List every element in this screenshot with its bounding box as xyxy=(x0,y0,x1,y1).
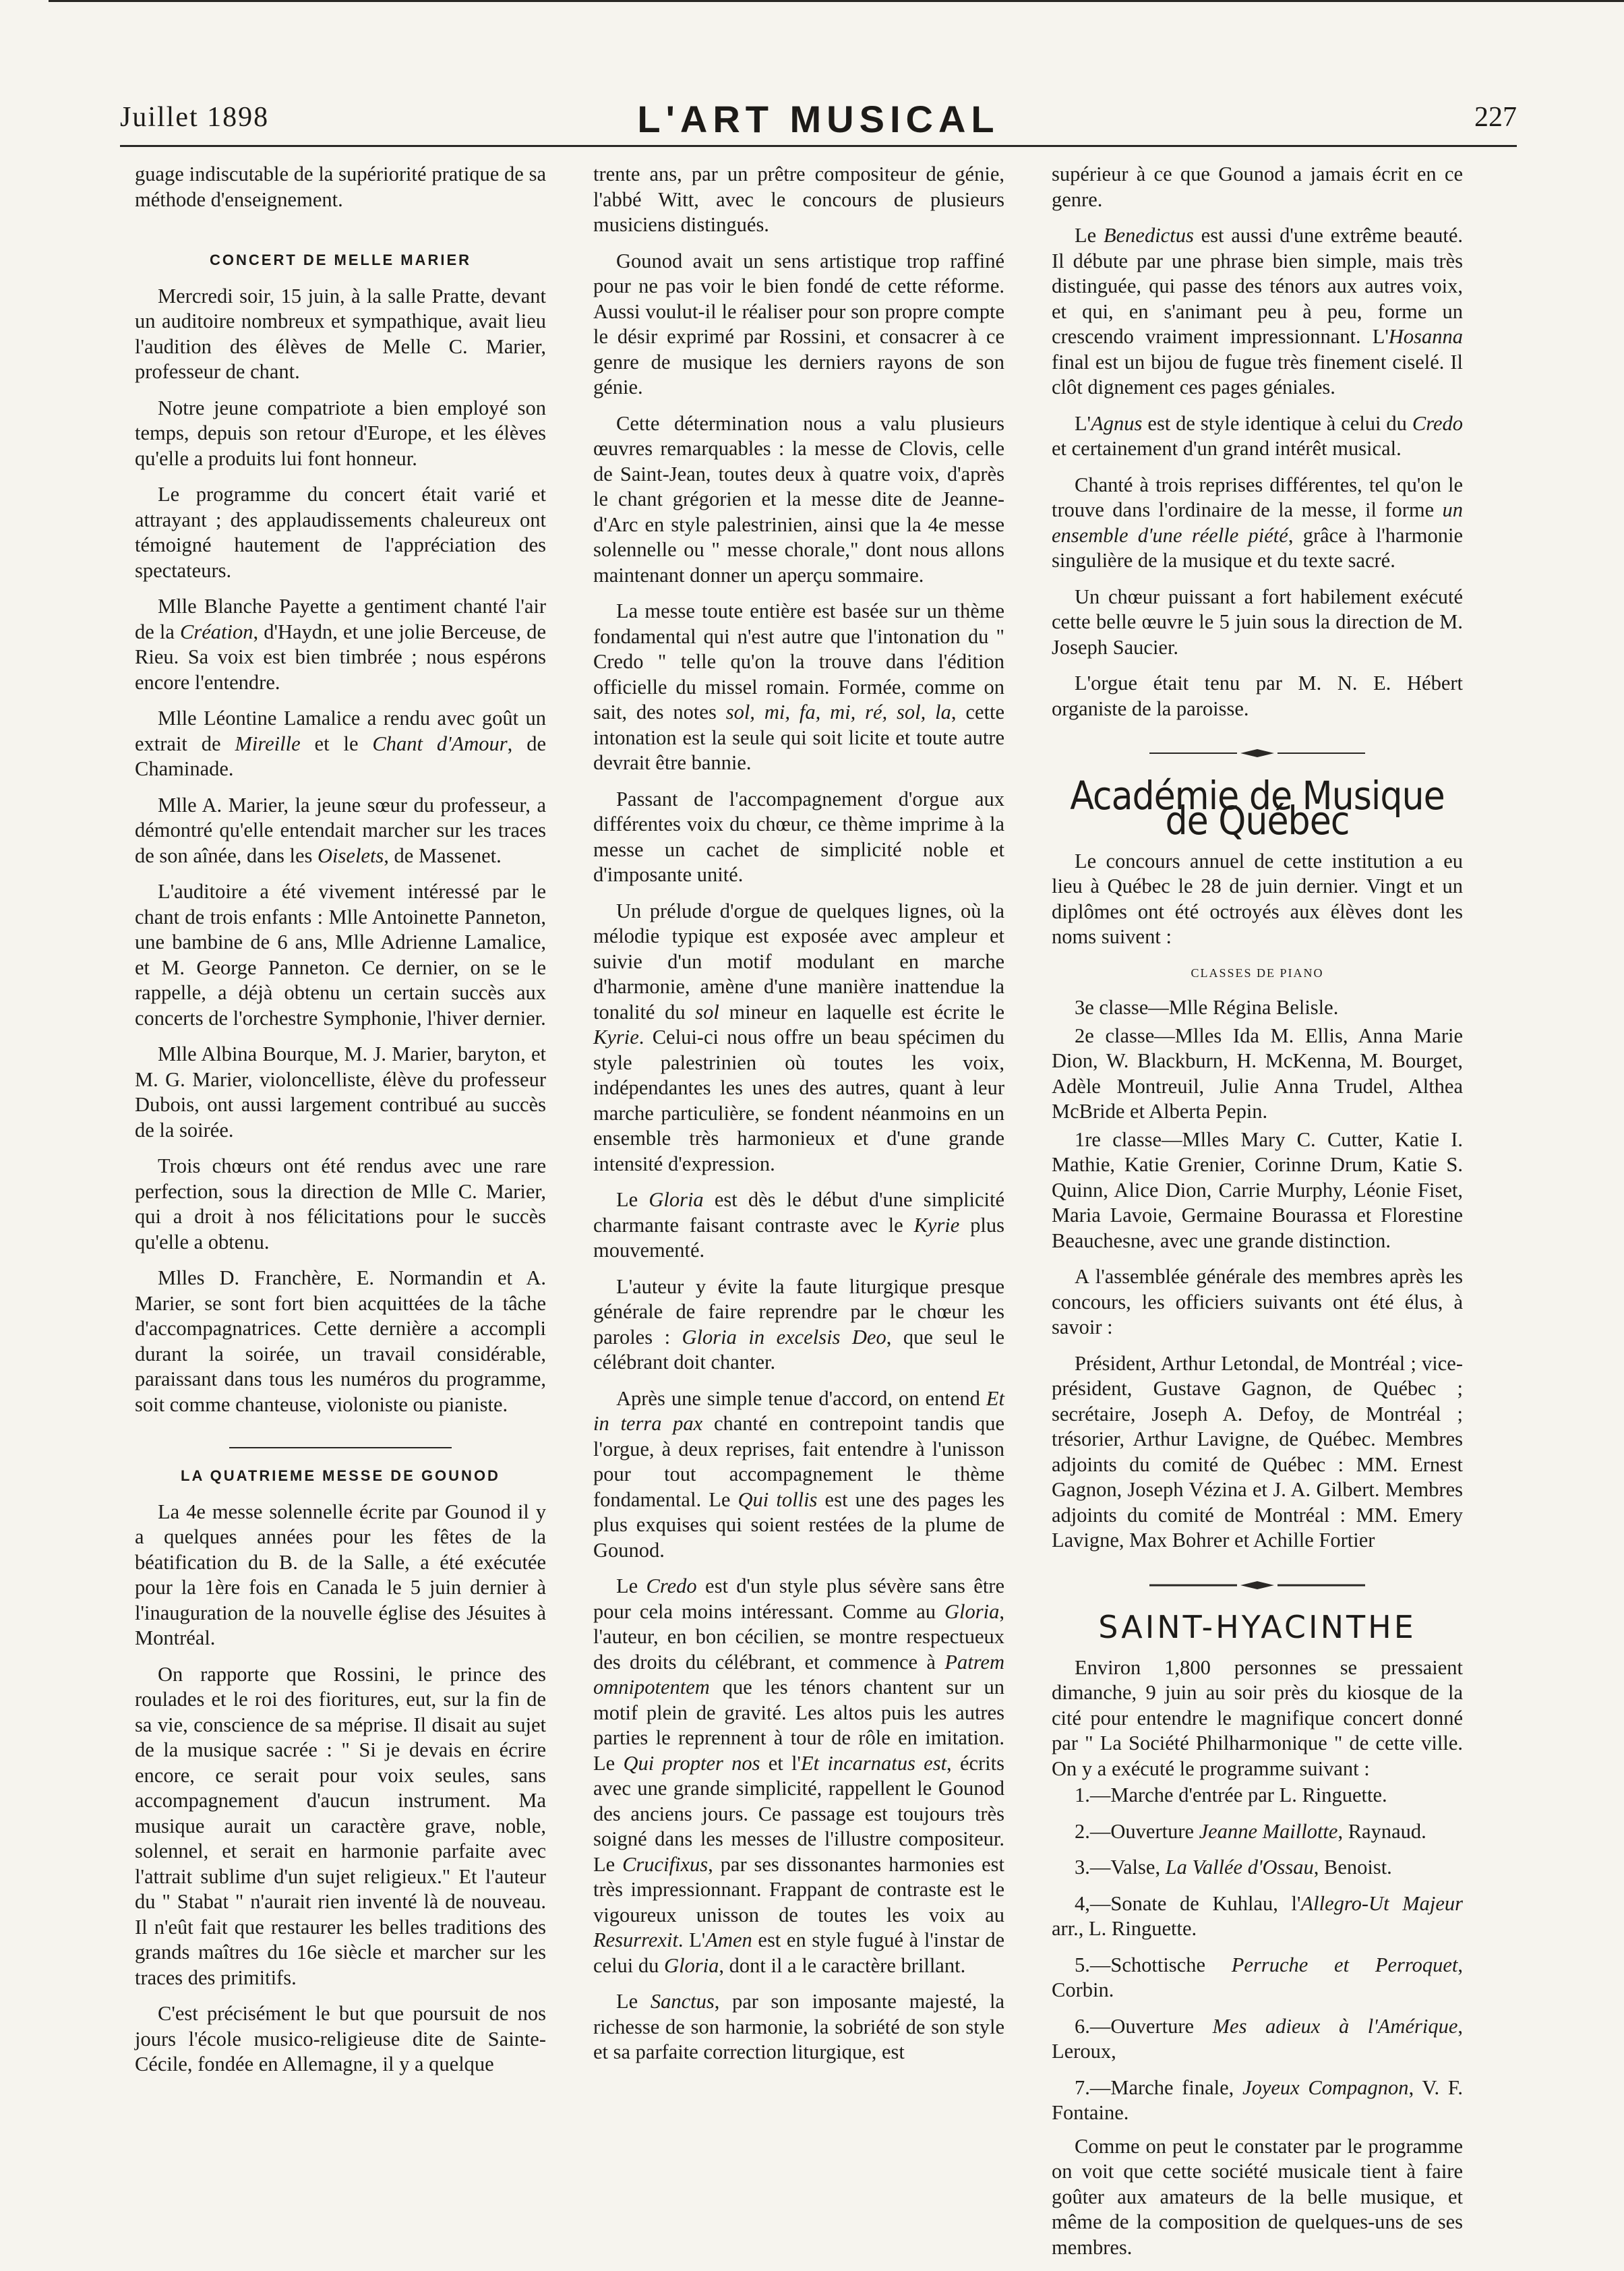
paragraph: Mlle A. Marier, la jeune sœur du professeur, a démontré qu'elle entendait marcher sur les traces de son aînée, dans les Oiselets, de Massenet. xyxy=(135,793,546,867)
paragraph: Après une simple tenue d'accord, on entend Et in terra pax chanté en contrepoint tandis que l'orgue, à deux reprises, fait entendre à l'unisson pour tout accompagnement le thème fondamental. Le Qui tollis est une des pages les plus exquises qui soient restées de la plume de Gounod. xyxy=(593,1386,1005,1562)
paragraph: Mlle Léontine Lamalice a rendu avec goût un extrait de Mireille et le Chant d'Amour, de Chaminade. xyxy=(135,707,546,780)
paragraph: trente ans, par un prêtre compositeur de génie, l'abbé Witt, avec le concours de plusieurs musiciens distingués. xyxy=(593,163,1004,236)
column-2 xyxy=(593,162,1004,2076)
paragraph: Le concours annuel de cette institution a eu lieu à Québec le 28 de juin dernier. Vingt et un diplômes ont été octroyés aux élèves dont les noms suivent : xyxy=(1052,849,1463,948)
header-rule xyxy=(120,145,1517,147)
paragraph: On rapporte que Rossini, le prince des roulades et le roi des fioritures, eut, sur la fin de sa vie, conscience de sa méprise. Il disait au sujet de la musique sacrée : " Si je devais en écrire encore, ce serait pour voix seules, sans accompagnement d'aucun instrument. Ma musique aurait un caractère grave, noble, solennel, et serait en harmonie parfaite avec l'attrait sublime d'un sujet religieux." Et l'auteur du " Stabat " n'aurait rien inventé là de nouveau. Il n'eût fait que restaurer les belles traditions des grands maîtres du 16e siècle et marcher sur les traces des primitifs. xyxy=(135,1662,546,1989)
page-number: 227 xyxy=(1474,102,1517,133)
paragraph: L'orgue était tenu par M. N. E. Hébert organiste de la paroisse. xyxy=(1052,672,1463,720)
paragraph: La messe toute entière est basée sur un thème fondamental qui n'est autre que l'intonation du " Credo " telle qu'on la trouve dans l'édition officielle du missel romain. Formée, comme on sait, des notes sol, mi, fa, mi, ré, sol, la, cette intonation est la seule qui soit licite et toute autre devrait être bannie. xyxy=(593,599,1004,774)
paragraph: L'Agnus est de style identique à celui du Credo et certainement d'un grand intérêt musical. xyxy=(1052,411,1463,460)
section-title-saint-hyacinthe: SAINT-HYACINTHE xyxy=(1098,1609,1416,1645)
issue-date: Juillet 1898 xyxy=(120,102,270,133)
column-1 xyxy=(135,162,546,2088)
program-item: 4,—Sonate de Kuhlau, l'Allegro-Ut Majeur arr., L. Ringuette. xyxy=(1052,1891,1463,1940)
paragraph: Président, Arthur Letondal, de Montréal ; vice-président, Gustave Gagnon, de Québec ; secrétaire, Joseph A. Defoy, de Montréal ; trésorier, Arthur Lavigne, de Québec. Membres adjoints du comité de Québec : MM. Ernest Gagnon, Joseph Vézina et J. A. Gilbert. Membres adjoints du comité de Montréal : MM. Emery Lavigne, Max Bohrer et Achille Fortier xyxy=(1052,1351,1463,1552)
paragraph: Un chœur puissant a fort habilement exécuté cette belle œuvre le 5 juin sous la direction de M. Joseph Saucier. xyxy=(1052,585,1463,659)
paragraph: Le Sanctus, par son imposante majesté, la richesse de son harmonie, la sobriété de son style et sa parfaite correction liturgique, est xyxy=(593,1990,1004,2063)
paragraph: La 4e messe solennelle écrite par Gounod il y a quelques années pour les fêtes de la béatification du B. de la Salle, a été exécutée pour la 1ère fois en Canada le 5 juin dernier à l'inauguration de la nouvelle église des Jésuites à Montréal. xyxy=(135,1500,546,1649)
paragraph: Le Gloria est dès le début d'une simplicité charmante faisant contraste avec le Kyrie plus mouvementé. xyxy=(593,1188,1005,1262)
paragraph: Le Benedictus est aussi d'une extrême beauté. Il débute par une phrase bien simple, mais très distinguée, qui passe des ténors aux autres voix, et qui, en s'animant peu à peu, forme un crescendo vraiment impressionnant. L'Hosanna final est un bijou de fugue très finement ciselé. Il clôt dignement ces pages géniales. xyxy=(1052,224,1464,399)
top-border-rule xyxy=(49,0,1624,2)
paragraph: Chanté à trois reprises différentes, tel qu'on le trouve dans l'ordinaire de la messe, il forme un ensemble d'une réelle piété, grâce à l'harmonie singulière de la musique et du texte sacré. xyxy=(1052,473,1463,572)
paragraph: Un prélude d'orgue de quelques lignes, où la mélodie typique est exposée avec ampleur et suivie d'un motif modulant en marche d'harmonie, amène d'une manière inattendue la tonalité du sol mineur en laquelle est écrite le Kyrie. Celui-ci nous offre un beau spécimen du style palestrinien où toutes les voix, indépendantes les unes des autres, quant à leur marche particulière, se fondent néanmoins en un ensemble très harmonieux et d'une grande intensité d'expression. xyxy=(593,899,1004,1175)
ornament-divider-icon xyxy=(1052,1571,1463,1597)
section-title-messe-gounod: LA QUATRIEME MESSE DE GOUNOD xyxy=(181,1467,500,1484)
paragraph: Notre jeune compatriote a bien employé son temps, depuis son retour d'Europe, et les élèves qu'elle a produits lui font honneur. xyxy=(135,396,546,470)
paragraph: Environ 1,800 personnes se pressaient dimanche, 9 juin au soir près du kiosque de la cité pour entendre le magnifique concert donné par " La Société Philharmonique " de cette ville. On y a exécuté le programme suivant : xyxy=(1052,1655,1463,1780)
paragraph: L'auteur y évite la faute liturgique presque générale de faire reprendre par le chœur les paroles : Gloria in excelsis Deo, que seul le célébrant doit chanter. xyxy=(593,1274,1004,1374)
continued-paragraph: guage indiscutable de la supériorité pratique de sa méthode d'enseignement. xyxy=(135,163,546,211)
paragraph: Mlles D. Franchère, E. Normandin et A. Marier, se sont fort bien acquittées de la tâche d'accompagnatrices. Cette dernière a accompli durant la soirée, un travail considérable, paraissant dans tous les numéros du programme, soit comme chanteuse, violoniste ou pianiste. xyxy=(135,1266,546,1416)
paragraph: Cette détermination nous a valu plusieurs œuvres remarquables : la messe de Clovis, celle de Saint-Jean, toutes deux à quatre voix, d'après le chant grégorien et la messe dite de Jeanne-d'Arc en style palestrinien, ainsi que la 4e messe solennelle ou " messe chorale," dont nous allons maintenant donner un aperçu sommaire. xyxy=(593,411,1004,587)
paragraph: Le programme du concert était varié et attrayant ; des applaudissements chaleureux ont témoigné hautement de l'appréciation des spectateurs. xyxy=(135,483,546,582)
paragraph: C'est précisément le but que poursuit de nos jours l'école musico-religieuse dite de Sainte-Cécile, fondée en Allemagne, il y a quelque xyxy=(135,2002,546,2075)
class-list-item: 1re classe—Mlles Mary C. Cutter, Katie I. Mathie, Katie Grenier, Corinne Drum, Katie S. Quinn, Alice Dion, Carrie Murphy, Léonie Fiset, Maria Lavoie, Germaine Bourassa et Florestine Beauchesne, avec une grande distinction. xyxy=(1052,1127,1463,1252)
masthead-title: L'ART MUSICAL xyxy=(637,98,1000,140)
page-header xyxy=(120,98,1517,142)
paragraph: Trois chœurs ont été rendus avec une rare perfection, sous la direction de Mlle C. Marier, qui a droit à nos félicitations pour le succès qu'elle a obtenu. xyxy=(135,1154,546,1254)
paragraph: Mlle Albina Bourque, M. J. Marier, baryton, et M. G. Marier, violoncelliste, élève du professeur Dubois, ont aussi largement contribué au succès de la soirée. xyxy=(135,1042,546,1142)
paragraph: supérieur à ce que Gounod a jamais écrit en ce genre. xyxy=(1052,163,1463,211)
program-item: 5.—Schottische Perruche et Perroquet, Corbin. xyxy=(1052,1953,1463,2001)
ornament-divider-icon xyxy=(1052,739,1463,765)
class-list-item: 3e classe—Mlle Régina Belisle. xyxy=(1075,996,1339,1019)
section-title-concert-marier: CONCERT DE MELLE MARIER xyxy=(210,252,471,268)
paragraph: Gounod avait un sens artistique trop raffiné pour ne pas voir le bien fondé de cette réforme. Aussi voulut-il le réaliser pour son propre compte le désir exprimé par Rossini, et consacrer à ce genre de musique les derniers rayons de son génie. xyxy=(593,249,1004,399)
program-item: 3.—Valse, La Vallée d'Ossau, Benoist. xyxy=(1075,1856,1392,1879)
paragraph: Passant de l'accompagnement d'orgue aux différentes voix du chœur, ce thème imprime à la messe un cachet de simplicité noble et d'imposante unité. xyxy=(593,787,1004,886)
paragraph: L'auditoire a été vivement intéressé par le chant de trois enfants : Mlle Antoinette Panneton, une bambine de 6 ans, Mlle Adrienne Lamalice, et M. George Panneton. Ce dernier, on se le rappelle, a déjà obtenu un certain succès aux concerts de l'orchestre Symphonie, l'hiver dernier. xyxy=(135,880,546,1030)
class-list-item: 2e classe—Mlles Ida M. Ellis, Anna Marie Dion, W. Blackburn, H. McKenna, M. Bourget, Adèle Montreuil, Julie Anna Trudel, Althea McBride et Alberta Pepin. xyxy=(1052,1024,1463,1123)
paragraph: A l'assemblée générale des membres après les concours, les officiers suivants ont été élus, à savoir : xyxy=(1052,1265,1463,1338)
concert-program-list xyxy=(1052,1783,1463,2126)
paragraph: Mercredi soir, 15 juin, à la salle Pratte, devant un auditoire nombreux et sympathique, avait lieu l'audition des élèves de Melle C. Marier, professeur de chant. xyxy=(135,284,546,383)
program-item: 7.—Marche finale, Joyeux Compagnon, V. F. Fontaine. xyxy=(1052,2075,1463,2124)
program-item: 2.—Ouverture Jeanne Maillotte, Raynaud. xyxy=(1075,1819,1426,1843)
subheading-classes-piano: CLASSES DE PIANO xyxy=(1191,966,1324,980)
column-3 xyxy=(1052,162,1463,2271)
paragraph: Le Credo est d'un style plus sévère sans être pour cela moins intéressant. Comme au Gloria, l'auteur, en bon cécilien, se montre respectueux des droits du célébrant, et commence à Patrem omnipotentem que les ténors chantent sur un motif plein de gravité. Les altos puis les autres parties le reprennent à tour de rôle en imitation. Le Qui propter nos et l'Et incarnatus est, écrits avec une grande simplicité, rappellent le Gounod des anciens jours. Ce passage est toujours très soigné dans les messes de l'illustre compositeur. Le Crucifixus, par ses dissonantes harmonies est très impressionnant. Frappant de contraste est le vigoureux unisson de toutes les voix au Resurrexit. L'Amen est en style fugué à l'instar de celui du Gloria, dont il a le caractère brillant. xyxy=(593,1574,1005,1977)
section-divider xyxy=(229,1447,452,1448)
program-item: 6.—Ouverture Mes adieux à l'Amérique, Leroux, xyxy=(1052,2014,1463,2063)
section-title-academie: Académie de Musique de Québec xyxy=(1070,772,1445,844)
paragraph: Comme on peut le constater par le programme on voit que cette société musicale tient à faire goûter aux amateurs de la belle musique, et même de la composition de quelques-uns de ses membres. xyxy=(1052,2134,1463,2259)
paragraph: Mlle Blanche Payette a gentiment chanté l'air de la Création, d'Haydn, et une jolie Berceuse, de Rieu. Sa voix est bien timbrée ; nous espérons encore l'entendre. xyxy=(135,595,546,694)
program-item: 1.—Marche d'entrée par L. Ringuette. xyxy=(1075,1783,1387,1806)
